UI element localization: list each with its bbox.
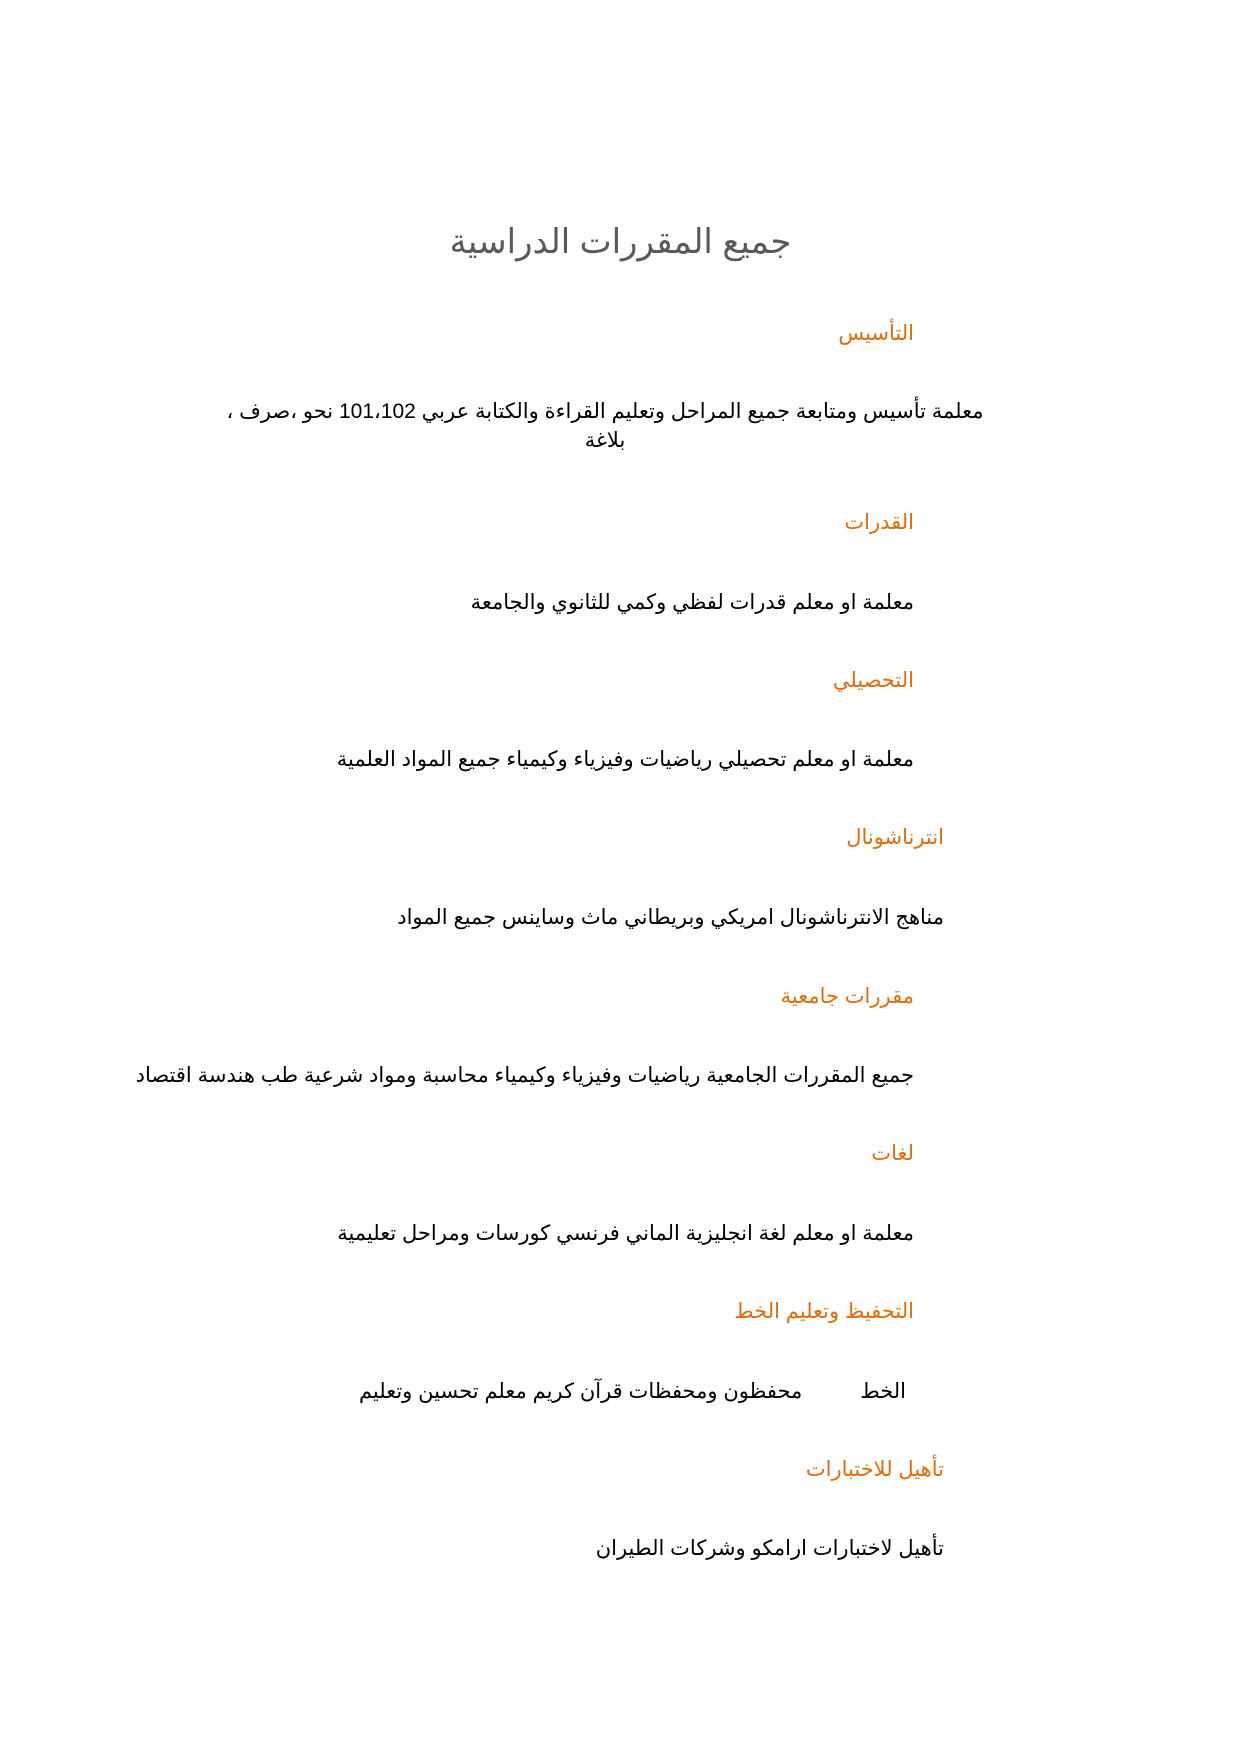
section-heading-aptitude: القدرات: [844, 511, 914, 534]
section-text-memorization: [359, 1379, 906, 1404]
section-text-foundation: معلمة تأسيس ومتابعة جميع المراحل وتعليم القراءة والكتابة عربي 101،102 نحو ،صرف ، بلاغة: [226, 400, 984, 452]
section-text-achievement: معلمة او معلم تحصيلي رياضيات وفيزياء وكيمياء جميع المواد العلمية: [336, 748, 914, 771]
section-heading-memorization: التحفيظ وتعليم الخط: [734, 1300, 914, 1323]
page-title: جميع المقررات الدراسية: [449, 223, 792, 261]
section-heading-university: مقررات جامعية: [780, 985, 914, 1008]
section-heading-test-prep: تأهيل للاختبارات: [805, 1458, 944, 1481]
section-heading-foundation: التأسيس: [838, 322, 914, 345]
calligraphy-word: الخط: [860, 1380, 906, 1403]
section-text-university: جميع المقررات الجامعية رياضيات وفيزياء وكيمياء محاسبة ومواد شرعية طب هندسة اقتصاد: [135, 1064, 914, 1087]
section-text-test-prep: تأهيل لاختبارات ارامكو وشركات الطيران: [595, 1537, 944, 1560]
section-text-languages: معلمة او معلم لغة انجليزية الماني فرنسي كورسات ومراحل تعليمية: [337, 1222, 914, 1245]
memorization-text: محفظون ومحفظات قرآن كريم معلم تحسين وتعليم: [358, 1380, 803, 1403]
section-heading-languages: لغات: [871, 1142, 914, 1165]
section-heading-achievement: التحصيلي: [832, 669, 914, 692]
section-text-international: مناهج الانترناشونال امريكي وبريطاني ماث وساينس جميع المواد: [397, 906, 944, 929]
section-heading-international: انترناشونال: [846, 826, 944, 849]
section-text-aptitude: معلمة او معلم قدرات لفظي وكمي للثانوي والجامعة: [470, 591, 914, 614]
